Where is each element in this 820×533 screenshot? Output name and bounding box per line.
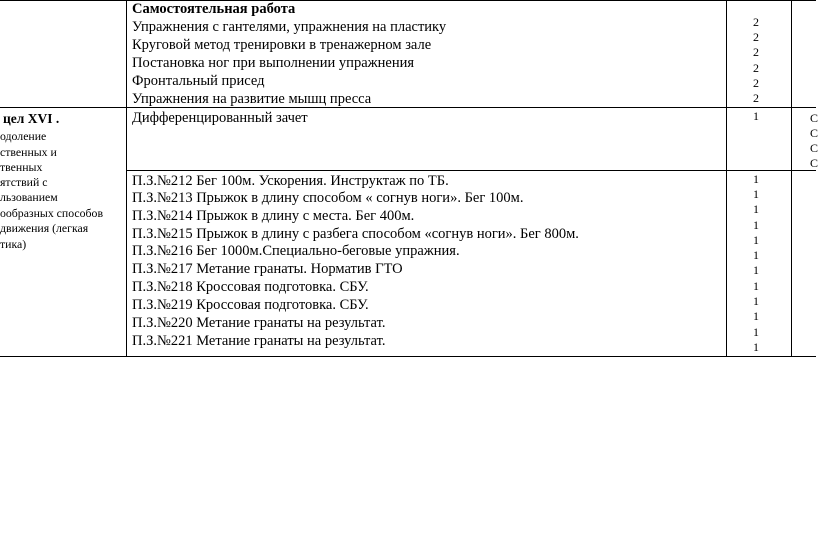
hours-value: 1 [753, 218, 759, 232]
lesson-item: П.З.№213 Прыжок в длину способом « согнув ноги». Бег 100м. [132, 190, 524, 206]
credit-title: Дифференцированный зачет [132, 110, 308, 126]
lesson-item: П.З.№212 Бег 100м. Ускорения. Инструктаж по ТБ. [132, 173, 449, 189]
col-divider-2 [726, 0, 727, 356]
hours-value: 1 [753, 294, 759, 308]
self-work-item: Круговой метод тренировки в тренажерном зале [132, 37, 432, 53]
section-line: ственных и [0, 145, 57, 159]
lesson-item: П.З.№215 Прыжок в длину с разбега способом «согнув ноги». Бег 800м. [132, 226, 579, 242]
lesson-item: П.З.№221 Метание гранаты на результат. [132, 333, 386, 349]
hours-value: 2 [753, 76, 759, 90]
lesson-item: П.З.№219 Кроссовая подготовка. СБУ. [132, 297, 369, 313]
section-line: ообразных способов [0, 206, 104, 220]
lesson-item: П.З.№218 Кроссовая подготовка. СБУ. [132, 279, 369, 295]
hours-value: 1 [753, 187, 759, 201]
section-line: твенных [0, 160, 43, 174]
hours-value: 2 [753, 15, 759, 29]
row-divider-1 [0, 107, 816, 108]
last-col-mark: С [809, 141, 818, 155]
self-work-item: Упражнения на развитие мышц пресса [132, 91, 372, 107]
hours-value: 1 [753, 172, 759, 186]
section-line: одоление [0, 129, 47, 143]
hours-value: 2 [753, 61, 759, 75]
col-divider-3 [791, 0, 792, 356]
hours-value: 2 [753, 91, 759, 105]
section-title: цел XVI . [3, 111, 60, 126]
last-col-mark: С [809, 156, 818, 170]
lesson-item: П.З.№216 Бег 1000м.Специально-беговые упражния. [132, 243, 460, 259]
table-border-bottom [0, 356, 816, 357]
hours-value: 1 [753, 325, 759, 339]
hours-value: 1 [753, 263, 759, 277]
self-work-item: Постановка ног при выполнении упражнения [132, 55, 415, 71]
table-border-top [0, 0, 816, 1]
hours-value: 1 [753, 309, 759, 323]
hours-value: 1 [753, 109, 759, 123]
last-col-mark: С [809, 126, 818, 140]
section-line: ятствий с [0, 175, 48, 189]
col-divider-1 [126, 0, 127, 356]
section-line: льзованием [0, 190, 58, 204]
section-line: тика) [0, 237, 27, 251]
lesson-item: П.З.№220 Метание гранаты на результат. [132, 315, 386, 331]
last-col-mark: С [809, 111, 818, 125]
hours-value: 1 [753, 233, 759, 247]
lesson-item: П.З.№217 Метание гранаты. Норматив ГТО [132, 261, 403, 277]
hours-value: 2 [753, 30, 759, 44]
self-work-item: Упражнения с гантелями, упражнения на пластику [132, 19, 447, 35]
lesson-item: П.З.№214 Прыжок в длину с места. Бег 400м. [132, 208, 415, 224]
hours-value: 2 [753, 45, 759, 59]
hours-value: 1 [753, 340, 759, 354]
row-divider-2 [126, 170, 816, 171]
section-line: движения (легкая [0, 221, 89, 235]
hours-value: 1 [753, 248, 759, 262]
self-work-title: Самостоятельная работа [132, 1, 296, 17]
hours-value: 1 [753, 279, 759, 293]
self-work-item: Фронтальный присед [132, 73, 265, 89]
hours-value: 1 [753, 202, 759, 216]
